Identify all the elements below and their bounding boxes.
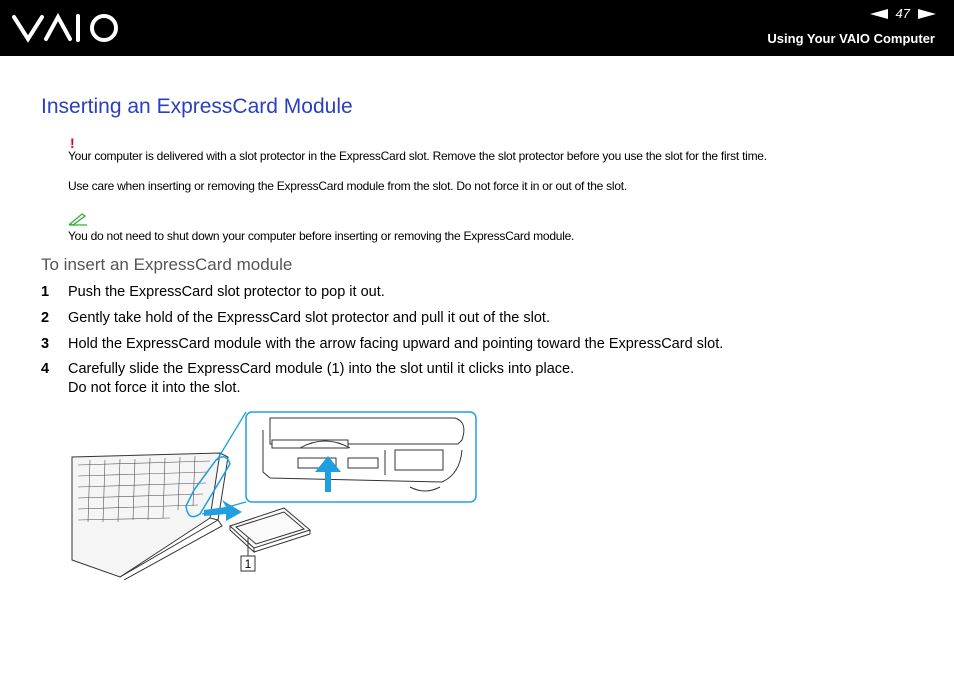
step-number: 4 [41,361,50,377]
pencil-note-icon [68,212,88,226]
tip-text: You do not need to shut down your computer before inserting or removing the ExpressCard module. [68,229,575,243]
step-text: Carefully slide the ExpressCard module (1) into the slot until it clicks into place. [68,361,575,377]
expresscard-module-drawing [230,508,310,552]
step-number: 2 [41,310,50,326]
step-text: Do not force it into the slot. [68,380,241,396]
warning-text-2: Use care when inserting or removing the ExpressCard module from the slot. Do not force it in or out of the slot. [68,179,627,193]
step-number: 1 [41,284,50,300]
step-text: Hold the ExpressCard module with the arrow facing upward and pointing toward the ExpressCard slot. [68,336,724,352]
callout-label: 1 [244,557,252,571]
warning-text-1: Your computer is delivered with a slot protector in the ExpressCard slot. Remove the slot protector before you use the slot for the first time. [68,149,767,163]
step-number: 3 [41,336,50,352]
prev-page-arrow-icon[interactable] [870,9,888,19]
zoom-inset [246,412,476,502]
page-title: Inserting an ExpressCard Module [41,95,353,118]
step-text: Push the ExpressCard slot protector to pop it out. [68,284,385,300]
laptop-drawing [72,453,228,580]
next-page-arrow-icon[interactable] [918,9,936,19]
section-title: Using Your VAIO Computer [767,31,935,46]
procedure-heading: To insert an ExpressCard module [41,255,293,274]
vaio-logo [12,11,122,45]
warning-icon: ! [70,135,75,151]
header-bar [0,0,954,56]
page-navigation [870,6,936,21]
expresscard-insertion-illustration [70,410,480,580]
page-number: 47 [895,6,910,21]
step-text: Gently take hold of the ExpressCard slot protector and pull it out of the slot. [68,310,550,326]
